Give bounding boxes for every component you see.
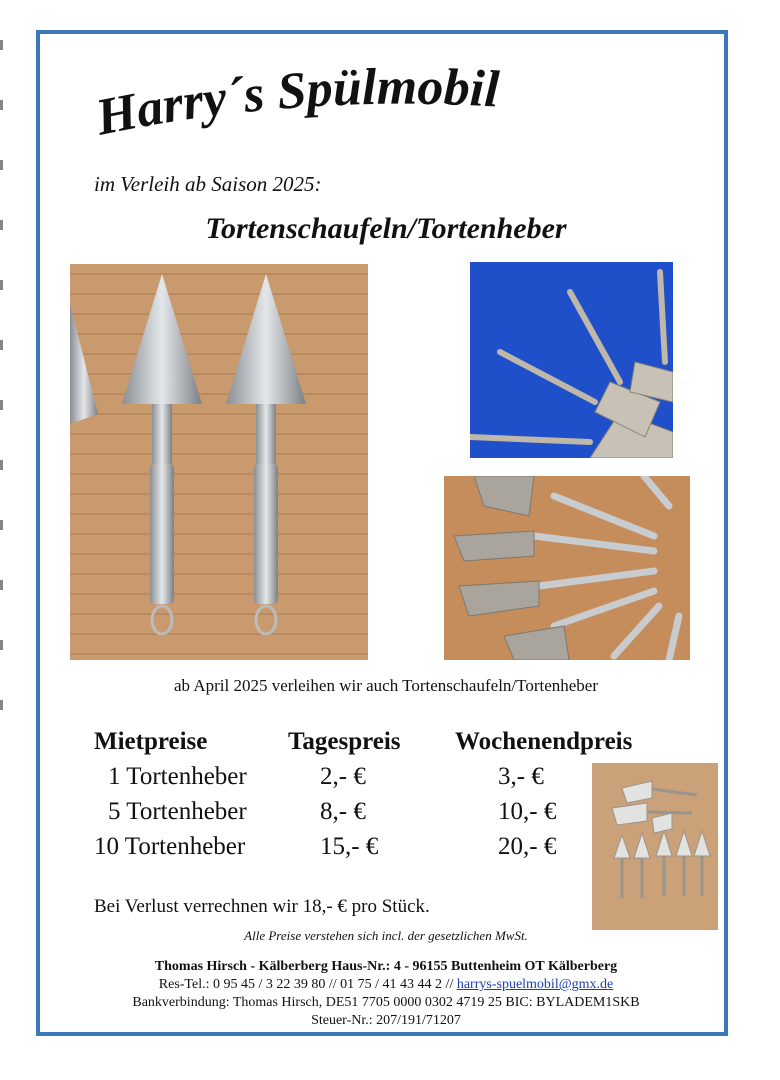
svg-text:Harry´s Spülmobil — [90, 59, 501, 140]
photo-servers-on-blue-cloth — [470, 262, 673, 458]
header-mietpreise: Mietpreise — [94, 728, 208, 755]
photo-servers-small-set — [592, 763, 718, 930]
price-item: 10 Tortenheber — [94, 833, 246, 860]
price-item: 1 Tortenheber — [108, 763, 247, 790]
price-day: 15,- € — [320, 833, 379, 860]
footer-contact — [40, 976, 732, 994]
header-tagespreis: Tagespreis — [288, 728, 401, 755]
rental-caption: ab April 2025 verleihen wir auch Tortenschaufeln/Tortenheber — [173, 676, 599, 695]
price-weekend: 10,- € — [498, 798, 557, 825]
loss-note: Bei Verlust verrechnen wir 18,- € pro Stück. — [94, 896, 430, 917]
price-weekend: 20,- € — [498, 833, 557, 860]
footer-address: Thomas Hirsch - Kälberberg Haus-Nr.: 4 - 96155 Buttenheim OT Kälberberg — [154, 959, 618, 974]
price-day: 8,- € — [320, 798, 366, 825]
price-day: 2,- € — [320, 763, 366, 790]
footer-phone: Res-Tel.: 0 95 45 / 3 22 39 80 // 01 75 / 41 43 44 2 // — [158, 977, 454, 992]
subtitle: im Verleih ab Saison 2025: — [94, 172, 322, 196]
footer — [40, 958, 732, 1030]
price-weekend: 3,- € — [498, 763, 544, 790]
vat-note: Alle Preise verstehen sich incl. der gesetzlichen MwSt. — [244, 928, 528, 943]
photo-two-cake-servers — [70, 264, 368, 660]
price-item: 5 Tortenheber — [108, 798, 247, 825]
header-wochenendpreis: Wochenendpreis — [455, 728, 633, 755]
scan-artifact — [0, 40, 3, 740]
title-text: Harry´s Spülmobil — [91, 58, 501, 140]
email-link[interactable]: harrys-spuelmobil@gmx.de — [456, 977, 614, 992]
product-heading: Tortenschaufeln/Tortenheber — [205, 212, 567, 245]
footer-tax: Steuer-Nr.: 207/191/71207 — [311, 1013, 461, 1028]
title-wordart — [40, 50, 732, 140]
footer-bank: Bankverbindung: Thomas Hirsch, DE51 7705 0000 0302 4719 25 BIC: BYLADEM1SKB — [132, 995, 640, 1010]
photo-servers-fan-arrangement — [444, 476, 690, 660]
page-title — [40, 50, 732, 140]
